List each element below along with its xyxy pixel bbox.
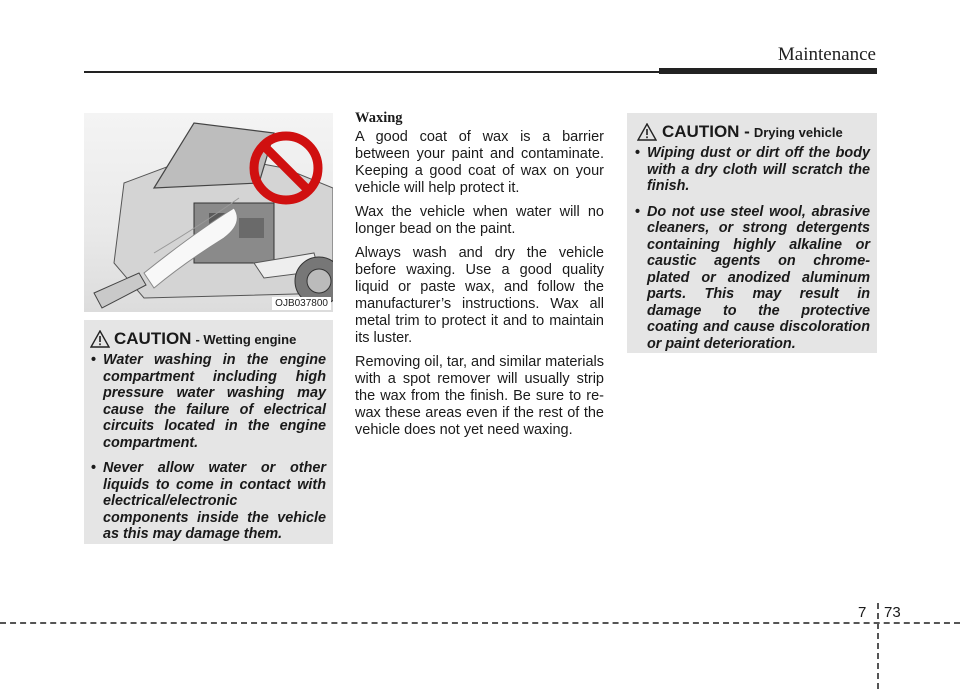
caution-wetting-engine (84, 320, 333, 544)
list-item: • Wiping dust or dirt off the body with a dry cloth will scratch the finish. (635, 145, 870, 194)
car-engine-drawing (84, 113, 333, 312)
list-item: • Water washing in the engine compartment including high pressure water washing may cause the failure of electrical circuits located in the engine compartment. (91, 352, 326, 451)
warning-triangle-icon (90, 330, 110, 348)
page-number: 73 (884, 604, 901, 621)
chapter-number: 7 (858, 604, 867, 621)
waxing-section (355, 110, 604, 446)
paragraph: A good coat of wax is a barrier between your paint and contaminate. Keeping a good coat of wax on your vehicle will help protect it. (355, 129, 604, 196)
caution-list (635, 145, 870, 361)
caution-subtitle: Drying vehicle (753, 125, 843, 140)
list-item: • Do not use steel wool, abrasive cleaners, or strong detergents containing highly alkaline or caustic agents on chrome-plated or anodized aluminum parts. This may result in damage to the protective coating and cause discoloration or paint deterioration. (635, 203, 870, 352)
warning-triangle-icon (637, 123, 657, 141)
paragraph: Wax the vehicle when water will no longer bead on the paint. (355, 204, 604, 237)
paragraph: Removing oil, tar, and similar materials with a spot remover will usually strip the wax from the finish. Be sure to re-wax these areas even if the rest of the vehicle does not yet need waxing. (355, 354, 605, 438)
paragraph: Always wash and dry the vehicle before waxing. Use a good quality liquid or paste wax, and follow the manufacturer’s instructions. Wax all metal trim to protect it and to maintain its luster. (355, 245, 604, 346)
image-code: OJB037800 (272, 297, 331, 310)
caution-list (91, 352, 326, 552)
caution-label: CAUTION - (662, 122, 750, 141)
header-rule-accent (659, 68, 877, 74)
list-item: • Never allow water or other liquids to come in contact with electrical/electronic components inside the vehicle as this may damage them. (91, 460, 326, 542)
header-rule (84, 71, 659, 73)
caution-label: CAUTION (114, 329, 192, 348)
footer-divider (877, 603, 879, 689)
section-title: Waxing (355, 110, 403, 126)
header-title: Maintenance (777, 44, 876, 65)
caution-subtitle: - Wetting engine (195, 332, 297, 347)
footer-rule (0, 622, 960, 624)
caution-drying-vehicle (627, 113, 877, 353)
engine-washing-illustration (84, 113, 333, 312)
